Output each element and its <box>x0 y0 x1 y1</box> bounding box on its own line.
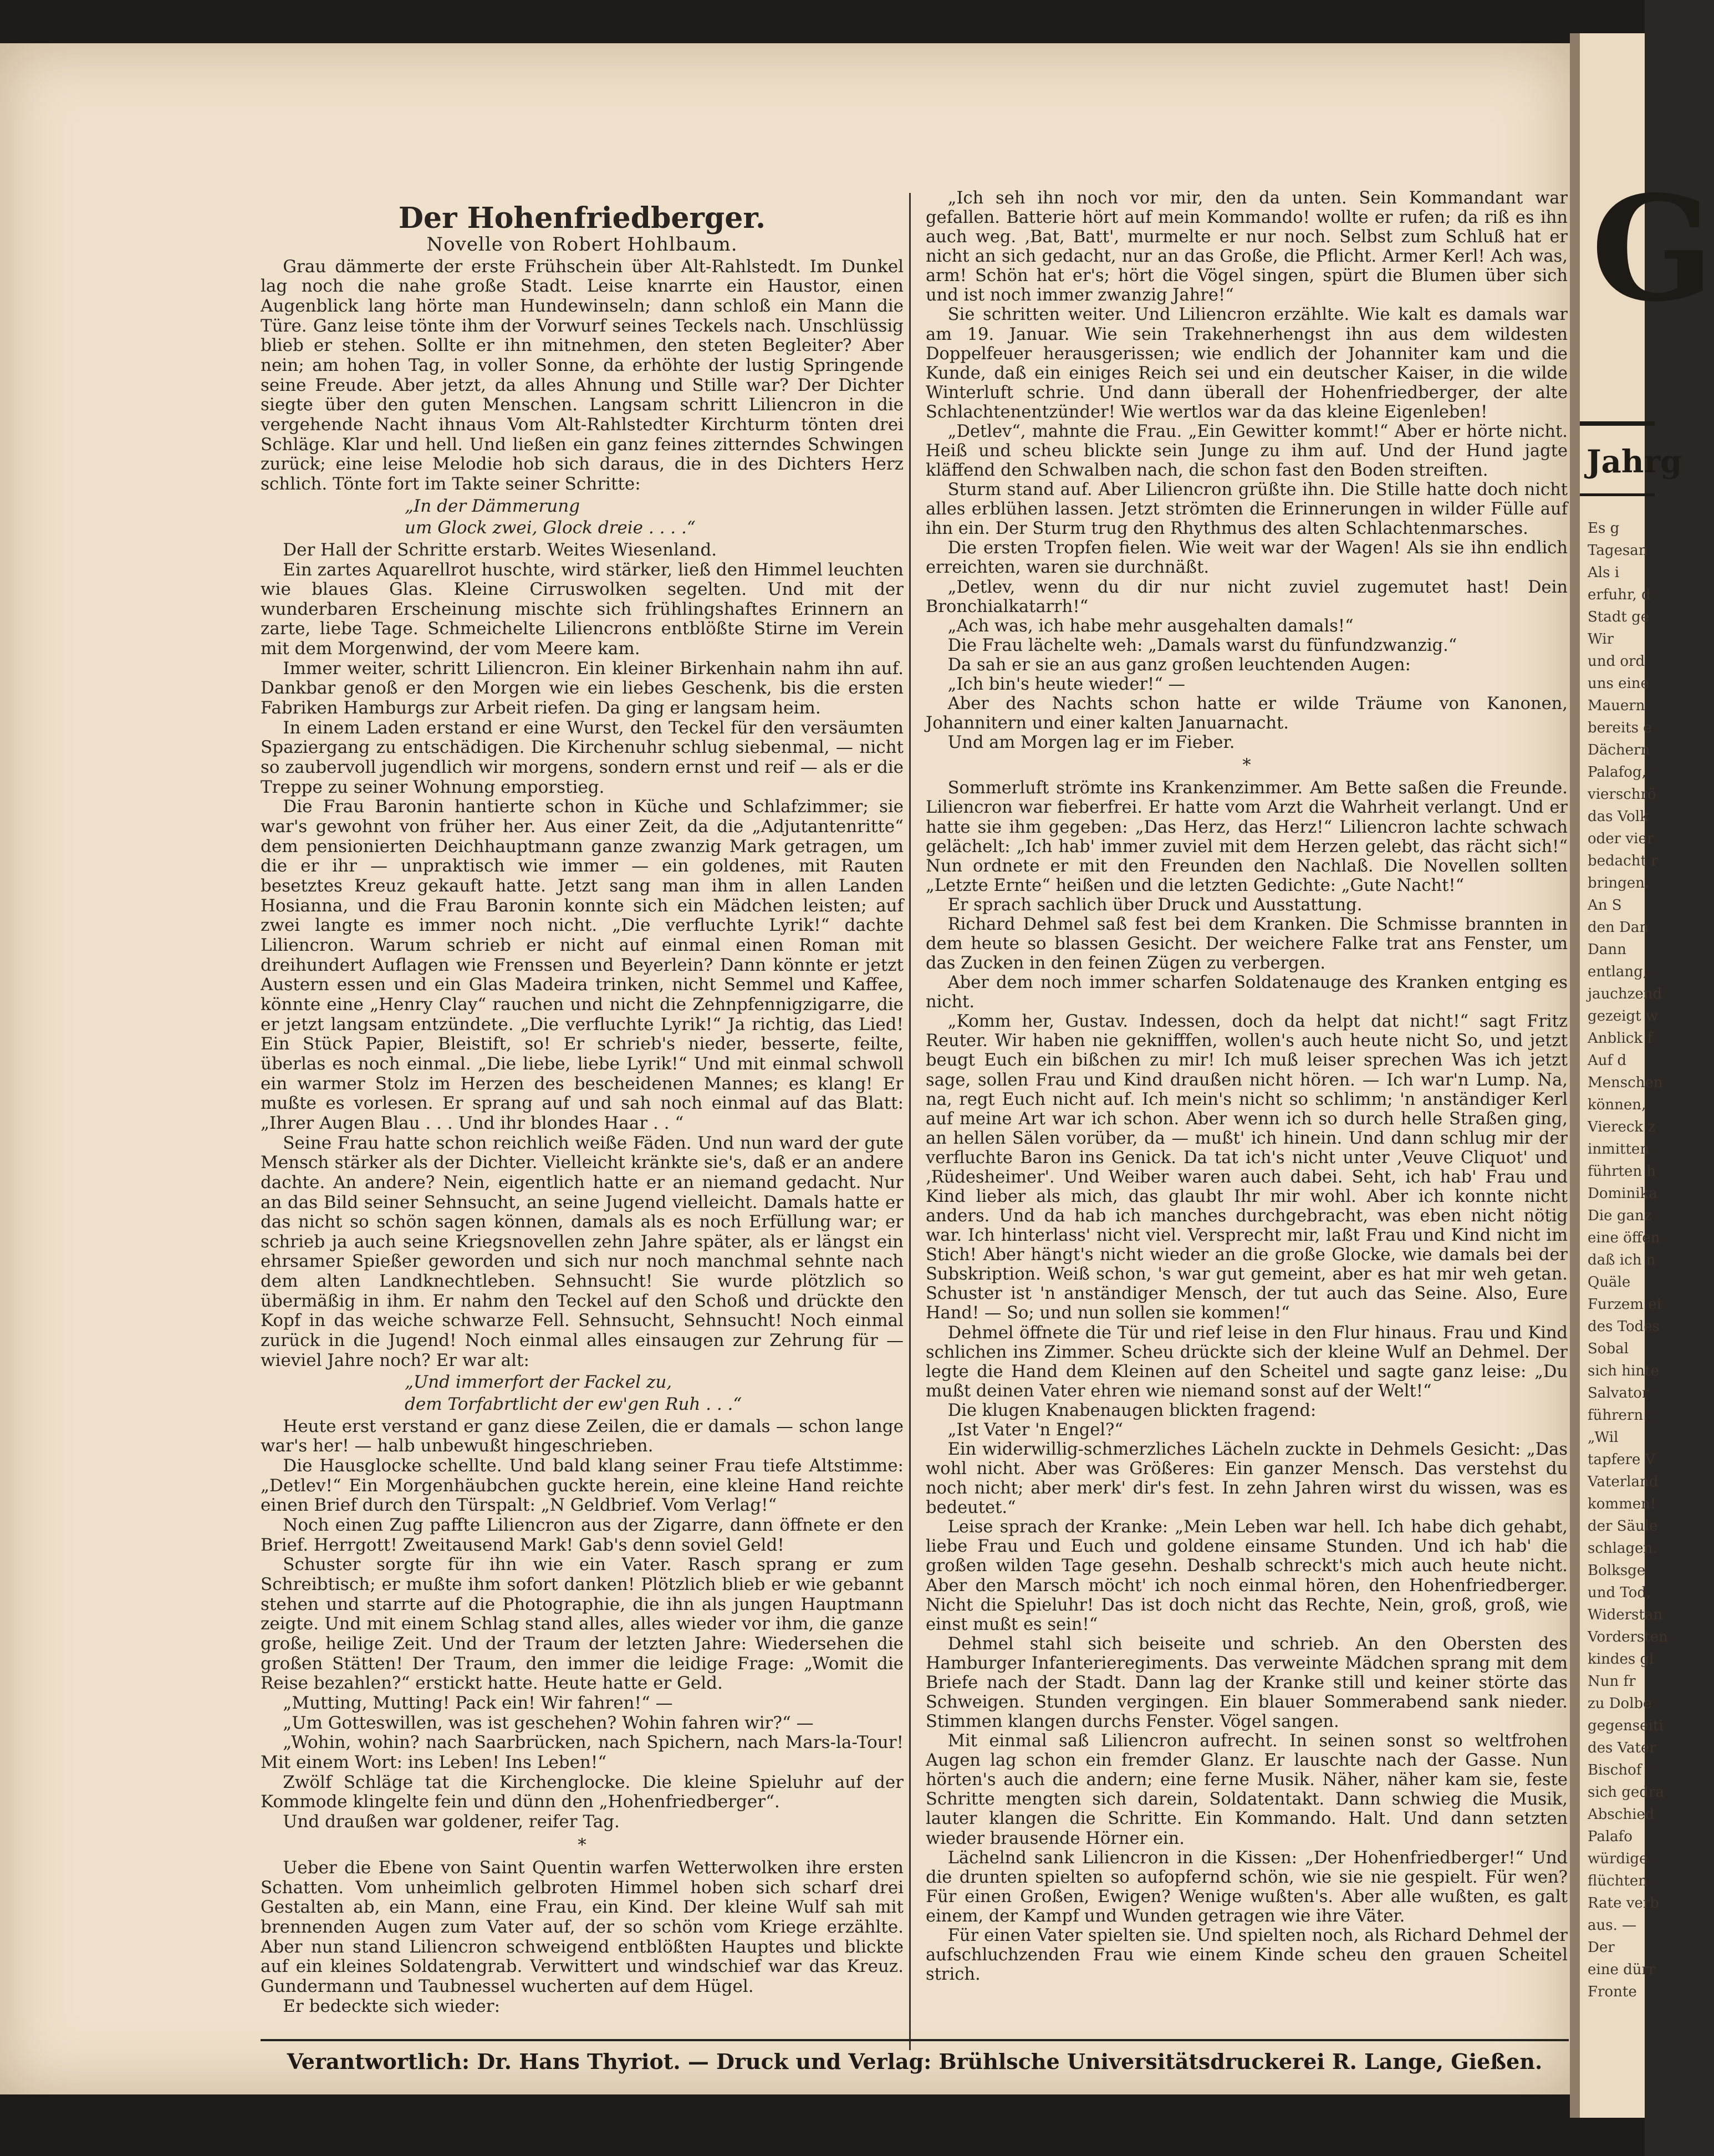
newspaper-page <box>0 43 1570 2094</box>
adjacent-text-fragment: „Wil <box>1588 1429 1619 1446</box>
adjacent-text-fragment: Vaterland <box>1588 1474 1659 1490</box>
adjacent-page-edge <box>1570 33 1714 2118</box>
paragraph: „Mutting, Mutting! Pack ein! Wir fahren!“ — <box>283 1693 673 1713</box>
paragraph: Ein zartes Aquarellrot huschte, wird stärker, ließ den Himmel leuchten wie blaues Glas. Kleine Cirruswolken segelten. Und mit der wunderbaren Erscheinung mischte sich frühlingshaftes Erinnern an zarte, liebe Tage. Schmeichelte Liliencrons entblößte Stirne im Verein mit dem Morgenwind, der vom Meere kam. <box>261 559 904 659</box>
article-right-column <box>926 188 1568 1984</box>
adjacent-text-fragment: gegenseiti <box>1588 1717 1664 1734</box>
adjacent-text-fragment: jauchzend <box>1588 986 1662 1002</box>
paragraph: Schuster sorgte für ihn wie ein Vater. Rasch sprang er zum Schreibtisch; er mußte ihm sofort danken! Plötzlich blieb er wie gebannt stehen und starrte auf die Photographie, die ihn als jungen Hauptmann zeigte. Und mit einem Schlag stand alles, alles wieder vor ihm, die ganze große, heilige Zeit. Und der Traum der letzten Jahre: Wiedersehen die großen Stätten! Der Traum, den immer die leidige Frage: „Womit die Reise bezahlen?“ erstickt hatte. Heute hatte er Geld. <box>261 1554 904 1694</box>
paragraph: „Ach was, ich habe mehr ausgehalten damals!“ <box>947 616 1354 636</box>
adjacent-text-fragment: Mauern <box>1588 697 1645 714</box>
adjacent-text-fragment: gezeigt w <box>1588 1008 1659 1025</box>
adjacent-text-fragment: würdige <box>1588 1851 1648 1867</box>
left-column-body <box>261 257 904 2017</box>
paragraph: Mit einmal saß Liliencron aufrecht. In seinen sonst so weltfrohen Augen lag schon ein fremder Glanz. Er lauschte nach der Gasse. Nun hörten's auch die andern; eine ferne Musik. Näher, näher kam sie, feste Schritte mengten sich darein, Soldatentakt. Dann schwieg die Musik, lauter klangen die Schritte. Ein Kommando. Halt. Und dann setzten wieder brausende Hörner ein. <box>926 1731 1568 1848</box>
adjacent-text-fragment: flüchten <box>1588 1873 1647 1889</box>
paragraph: Dehmel öffnete die Tür und rief leise in den Flur hinaus. Frau und Kind schlichen ins Zimmer. Scheu drückte sich der kleine Wulf an Dehmel. Der legte die Hand dem Kleinen auf den Scheitel und sagte ganz leise: „Du mußt deinen Vater ehren wie niemand sonst auf der Welt!“ <box>926 1323 1568 1401</box>
paragraph: Sturm stand auf. Aber Liliencron grüßte ihn. Die Stille hatte doch nicht alles erblühen lassen. Jetzt strömten die Erinnerungen in wilder Fülle auf ihn ein. Der Sturm trug den Rhythmus des alten Schlachtenmarsches. <box>926 480 1568 539</box>
paragraph: „Detlev, wenn du dir nur nicht zuviel zugemutet hast! Dein Bronchialkatarrh!“ <box>926 577 1568 616</box>
paragraph: „Um Gotteswillen, was ist geschehen? Wohin fahren wir?“ — <box>283 1712 814 1733</box>
paragraph: Die Frau Baronin hantierte schon in Küche und Schlafzimmer; sie war's gewohnt von früher her. Aus einer Zeit, da die „Adjutantenritte“ dem pensionierten Deichhauptmann ganze zwanzig Mark getragen, um die er ihr — unpraktisch wie immer — ein goldenes, mit Rauten besetztes Kreuz gekauft hatte. Jetzt sang man ihm in allen Landen Hosianna, und die Frau Baronin konnte sich ein Mädchen leisten; auf zwei langte es immer noch nicht. „Die verfluchte Lyrik!“ dachte Liliencron. Warum schrieb er nicht auf einmal einen Roman mit dreihundert Auflagen wie Frenssen und Beyerlein? Dann könnte er jetzt Austern essen und ein Glas Madeira trinken, nicht Semmel und Kaffee, könnte eine „Henry Clay“ rauchen und nicht die Zehnpfennigzigarre, die er jetzt langsam entzündete. „Die verfluchte Lyrik!“ Ja richtig, das Lied! Ein Stück Papier, Bleistift, so! Er schrieb's nieder, besserte, feilte, überlas es noch einmal. „Die liebe, liebe Lyrik!“ Und mit einmal schwoll ein warmer Stolz im Herzen des bescheidenen Mannes; es klang! Er mußte es vorlesen. Er sprang auf und sah noch einmal auf das Blatt: „Ihrer Augen Blau . . . Und ihr blondes Haar . . “ <box>261 797 904 1133</box>
adjacent-text-fragment: Stadt ge <box>1588 609 1650 625</box>
paragraph: In einem Laden erstand er eine Wurst, den Teckel für den versäumten Spaziergang zu entschädigen. Die Kirchenuhr schlug siebenmal, — nicht so zaubervoll jugendlich wir morgens, sondern ernst und reif — als er die Treppe zu seiner Wohnung emporstieg. <box>261 717 904 797</box>
adjacent-text-fragment: uns eine <box>1588 675 1649 692</box>
adjacent-text-fragment: An S <box>1588 897 1622 914</box>
paragraph: „Komm her, Gustav. Indessen, doch da helpt dat nicht!“ sagt Fritz Reuter. Wir haben nie geknifffen, wollen's auch heute nicht So, und jetzt beugt Euch ein bißchen zu mir! Ich muß leiser sprechen Was ich jetzt sage, sollen Frau und Kind draußen nicht hören. — Ich war'n Lump. Na, na, regt Euch nicht auf. Ich mein's nicht so schlimm; 'n anständiger Kerl auf meine Art war ich schon. Aber wenn ich so durch helle Straßen ging, an hellen Sälen vorüber, da — mußt' ich hinein. Und dann schlug mir der verfluchte Baron ins Genick. Da tat ich's nicht unter ‚Veuve Cliquot' und ‚Rüdesheimer'. Und Weiber waren auch dabei. Seht, ich hab' Frau und Kind lieber als mich, das glaubt Ihr mir wohl. Aber ich konnte nicht anders. Und da hab ich manches durchgebracht, was eben nicht nötig war. Ich hinterlass' nicht viel. Versprecht mir, laßt Frau und Kind nicht im Stich! Aber hängt's nicht wieder an die große Glocke, wie damals bei der Subskription. Weiß schon, 's war gut gemeint, aber es hat mir weh getan. Schuster ist 'n anständiger Mensch, der tut auch das Seine. Also, Eure Hand! — So; und nun sollen sie kommen!“ <box>926 1012 1568 1323</box>
paragraph: Die klugen Knabenaugen blickten fragend: <box>947 1400 1317 1420</box>
paragraph: Da sah er sie an aus ganz großen leuchtenden Augen: <box>947 655 1411 675</box>
adjacent-text-fragment: und Tod, <box>1588 1584 1651 1601</box>
adjacent-text-fragment: Vordersten <box>1588 1629 1668 1645</box>
imprint-line: Verantwortlich: Dr. Hans Thyriot. — Druck und Verlag: Brühlsche Universitätsdruckerei R. Lange, Gießen. <box>287 2049 1543 2074</box>
section-separator: * <box>578 1834 586 1855</box>
paragraph: Lächelnd sank Liliencron in die Kissen: „Der Hohenfriedberger!“ Und die drunten spielten so aufopfernd schön, wie sie nie gespielt. Für wen? Für einen Großen, Ewigen? Wenige wußten's. Aber alle wußten, es galt einem, der Kampf und Wunden getragen wie ihre Väter. <box>926 1848 1568 1926</box>
paragraph: Leise sprach der Kranke: „Mein Leben war hell. Ich habe dich gehabt, liebe Frau und Euch und goldene einsame Stunden. Und ich hab' die großen wilden Tage gesehn. Deshalb schreckt's mich auch heute nicht. Aber den Marsch möcht' ich noch einmal hören, den Hohenfriedberger. Nicht die Spieluhr! Das ist doch nicht das Rechte, Nein, groß, groß, wie einst mußt es sein!“ <box>926 1517 1568 1634</box>
paragraph: „Ich seh ihn noch vor mir, den da unten. Sein Kommandant war gefallen. Batterie hört auf mein Kommando! wollte er rufen; da riß es ihn auch weg. ‚Bat, Batt', murmelte er nur noch. Selbst zum Schluß hat er nicht an sich gedacht, nur an das Große, die Pflicht. Armer Kerl! Ach was, arm! Schön hat er's; hört die Vögel singen, spürt die Blumen über sich und ist noch immer zwanzig Jahre!“ <box>926 188 1568 305</box>
adjacent-text-fragment: sich hinte <box>1588 1363 1659 1379</box>
adjacent-text-fragment: Dächern <box>1588 742 1650 758</box>
adjacent-text-fragment: Dann <box>1588 941 1626 958</box>
adjacent-masthead-letter: G <box>1591 165 1714 334</box>
article-left-column <box>261 198 904 2016</box>
adjacent-text-fragment: Menschen <box>1588 1074 1663 1091</box>
adjacent-text-fragment: Als i <box>1588 564 1620 581</box>
adjacent-text-fragment: den Dan <box>1588 919 1649 936</box>
paragraph: „Wohin, wohin? nach Saarbrücken, nach Spichern, nach Mars-la-Tour! Mit einem Wort: ins Leben! Ins Leben!“ <box>261 1732 904 1772</box>
adjacent-text-fragment: Fronte <box>1588 1984 1637 2000</box>
adjacent-text-fragment: das Volk <box>1588 808 1649 825</box>
paragraph: Aber dem noch immer scharfen Soldatenauge des Kranken entging es nicht. <box>926 973 1568 1012</box>
adjacent-text-fragment: Anblick f <box>1588 1030 1652 1047</box>
adjacent-text-fragment: kommen! <box>1588 1496 1656 1512</box>
adjacent-text-fragment: Furzem ei <box>1588 1296 1661 1313</box>
paragraph: Die ersten Tropfen fielen. Wie weit war der Wagen! Als sie ihn endlich erreichten, waren sie durchnäßt. <box>926 538 1568 578</box>
paragraph: Grau dämmerte der erste Frühschein über Alt-Rahlstedt. Im Dunkel lag noch die nahe große Stadt. Leise knarrte ein Haustor, einen Augenblick lang hörte man Hundewinseln; dann schloß ein Mann die Türe. Ganz leise tönte ihm der Vorwurf seines Teckels nach. Unschlüssig blieb er stehen. Sollte er ihn mitnehmen, den steten Begleiter? Aber nein; am hohen Tag, in voller Sonne, da erhöhte der lustig Springende seine Freude. Aber jetzt, da alles Ahnung und Stille war? Der Dichter siegte über den guten Menschen. Langsam schritt Liliencron in die vergehende Nacht ihnaus Vom Alt-Rahlstedter Kirchturm tönten drei Schläge. Klar und hell. Und ließen ein ganz feines zitterndes Schwingen zurück; eine leise Melodie hob sich daraus, die in des Dichters Herz schlich. Tönte fort im Takte seiner Schritte: <box>261 256 904 494</box>
adjacent-text-fragment: der Säule <box>1588 1518 1658 1535</box>
adjacent-text-fragment: Bischof <box>1588 1762 1642 1778</box>
verse-line: um Glock zwei, Glock dreie . . . .“ <box>405 518 696 538</box>
adjacent-text-fragment: Nun fr <box>1588 1673 1636 1690</box>
paragraph: Und am Morgen lag er im Fieber. <box>947 733 1235 753</box>
verse-line: „In der Dämmerung <box>405 496 580 516</box>
adjacent-heading: Jahrg <box>1587 444 1682 480</box>
adjacent-text-fragment: eine öffen <box>1588 1230 1660 1246</box>
adjacent-text-fragment: bereits e <box>1588 720 1652 736</box>
adjacent-text-fragment: zu Dolbe <box>1588 1695 1652 1712</box>
paragraph: Dehmel stahl sich beiseite und schrieb. An den Obersten des Hamburger Infanterieregiments. Das verweinte Mädchen sprang mit dem Briefe nach der Stadt. Dann lag der Kranke still und keiner störte das Schweigen. Stunden vergingen. Ein blauer Sommerabend sank nieder. Stimmen klangen durchs Fenster. Vögel sangen. <box>926 1634 1568 1732</box>
adjacent-text-fragment: vierschrö <box>1588 786 1656 803</box>
paragraph: Zwölf Schläge tat die Kirchenglocke. Die kleine Spieluhr auf der Kommode klingelte fein und dünn den „Hohenfriedberger“. <box>261 1772 904 1812</box>
paragraph: Sie schritten weiter. Und Liliencron erzählte. Wie kalt es damals war am 19. Januar. Wie sein Trakehnerhengst ihn aus dem wildesten Doppelfeuer herausgerissen; wie endlich der Johanniter kam und die Kunde, daß ein einiges Reich sei und ein deutscher Kaiser, in die wilde Winterluft schrie. Und dann überall der Hohenfriedberger, der alte Schlachtenentzünder! Wie wertlos war da das kleine Eigenleben! <box>926 305 1568 422</box>
paragraph: Seine Frau hatte schon reichlich weiße Fäden. Und nun ward der gute Mensch stärker als der Dichter. Vielleicht kränkte sie's, daß er an andere dachte. An andere? Nein, eigentlich hatte er an niemand gedacht. Nur an das Bild seiner Sehnsucht, an seine Jugend vielleicht. Damals hatte er das nicht so schön sagen können, damals als es noch Erfüllung war; er schrieb ja auch seine Kriegsnovellen zehn Jahre später, als er längst ein ehrsamer Spießer geworden und sich nur noch manchmal sehnte nach dem alten Landknechtleben. Sehnsucht! Sie wurde plötzlich so übermäßig in ihm. Er nahm den Teckel auf den Schoß und drückte den Kopf in das weiche schwarze Fell. Sehnsucht, Sehnsucht! Noch einmal zurück in die Jugend! Noch einmal alles einsaugen zur Zehrung für — wieviel Jahre noch? Er war alt: <box>261 1133 904 1370</box>
adjacent-text-fragment: Die ganz <box>1588 1207 1652 1224</box>
paragraph: Er bedeckte sich wieder: <box>283 1996 501 2016</box>
paragraph: Die Hausglocke schellte. Und bald klang seiner Frau tiefe Altstimme: „Detlev!“ Ein Morgenhäubchen guckte herein, eine kleine Hand reichte einen Brief durch den Türspalt: „N Geldbrief. Vom Verlag!“ <box>261 1456 904 1516</box>
adjacent-text-fragment: Dominika <box>1588 1185 1657 1202</box>
right-column-body <box>926 188 1568 1984</box>
paragraph: Ein widerwillig-schmerzliches Lächeln zuckte in Dehmels Gesicht: „Das wohl nicht. Aber was Größeres: Ein ganzer Mensch. Das verstehst du noch nicht; aber merk' dir's fest. In zehn Jahren wirst du wissen, was es bedeutet.“ <box>926 1440 1568 1518</box>
paragraph: Aber des Nachts schon hatte er wilde Träume von Kanonen, Johannitern und einer kalten Januarnacht. <box>926 694 1568 733</box>
adjacent-text-fragment: führern. <box>1588 1407 1648 1424</box>
adjacent-text-fragment: tapfere V <box>1588 1451 1656 1468</box>
adjacent-text-fragment: und ord <box>1588 653 1645 670</box>
column-divider <box>909 193 911 2050</box>
adjacent-text-fragment: erfuhr, d <box>1588 587 1651 603</box>
paragraph: Heute erst verstand er ganz diese Zeilen, die er damals — schon lange war's her! — halb unbewußt hingeschrieben. <box>261 1416 904 1456</box>
adjacent-text-fragment: führten h <box>1588 1163 1656 1180</box>
adjacent-text-fragment: bedacht r <box>1588 853 1658 869</box>
adjacent-text-fragment: Widerstan <box>1588 1607 1663 1623</box>
adjacent-text-fragment: können, <box>1588 1097 1646 1113</box>
paragraph: Immer weiter, schritt Liliencron. Ein kleiner Birkenhain nahm ihn auf. Dankbar genoß er den Morgen wie ein liebes Geschenk, bis die ersten Fabriken Hamburgs zur Arbeit riefen. Da ging er langsam heim. <box>261 658 904 718</box>
paragraph: Der Hall der Schritte erstarb. Weites Wiesenland. <box>283 539 717 560</box>
adjacent-text-fragment: Quäle <box>1588 1274 1631 1291</box>
paragraph: Und draußen war goldener, reifer Tag. <box>283 1811 620 1832</box>
adjacent-text-fragment: des Todes <box>1588 1318 1660 1335</box>
adjacent-text-fragment: Auf d <box>1588 1052 1627 1069</box>
paragraph: „Ist Vater 'n Engel?“ <box>947 1420 1123 1440</box>
adjacent-text-fragment: inmitten <box>1588 1141 1650 1158</box>
verse-line: „Und immerfort der Fackel zu, <box>405 1372 672 1393</box>
adjacent-text-fragment: Palafo <box>1588 1828 1633 1845</box>
paragraph: „Detlev“, mahnte die Frau. „Ein Gewitter kommt!“ Aber er hörte nicht. Heiß und scheu blickte sein Junge zu ihm auf. Und der Hund jagte kläffend den Schwalben nach, die schon fast den Boden streiften. <box>926 421 1568 481</box>
adjacent-text-fragment: Sobal <box>1588 1341 1629 1357</box>
paragraph: Sommerluft strömte ins Krankenzimmer. Am Bette saßen die Freunde. Liliencron war fieberfrei. Er hatte vom Arzt die Wahrheit verlangt. Und er hatte sie ihm gegeben: „Das Herz, das Herz!“ Liliencron lachte schwach gelächelt: „Ich hab' immer zuviel mit dem Herzen gelebt, das rächt sich!“ Nun ordnete er mit den Freunden den Nachlaß. Die Novellen sollten „Letzte Ernte“ heißen und die letzten Gedichte: „Gute Nacht!“ <box>926 778 1568 895</box>
adjacent-text-fragment: Tagesan <box>1588 542 1648 559</box>
paragraph: Ueber die Ebene von Saint Quentin warfen Wetterwolken ihre ersten Schatten. Vom unheimlich gelbroten Himmel hoben sich scharf drei Gestalten ab, ein Mann, eine Frau, ein Kind. Der kleine Wulf sah mit brennenden Augen zum Vater auf, der so schön vom Kriege erzählte. Aber nun stand Liliencron schweigend entblößten Hauptes und blickte auf ein kleines Soldatengrab. Verwittert und windschief war das Kreuz. Gundermann und Taubnessel wucherten auf dem Hügel. <box>261 1858 904 1997</box>
paragraph: Für einen Vater spielten sie. Und spielten noch, als Richard Dehmel der aufschluchzenden Frau wie einem Kinde scheu den grauen Scheitel strich. <box>926 1925 1568 1985</box>
adjacent-text-fragment: Der <box>1588 1939 1615 1956</box>
article-title: Der Hohenfriedberger. <box>398 201 766 235</box>
adjacent-text-fragment: daß ich n <box>1588 1252 1656 1268</box>
adjacent-rule-2 <box>1580 493 1655 496</box>
adjacent-text-fragment: Bolksge <box>1588 1562 1646 1579</box>
section-separator: * <box>1242 756 1251 776</box>
adjacent-text-fragment: Es g <box>1588 520 1620 537</box>
adjacent-text-fragment: eine dürr <box>1588 1961 1656 1978</box>
adjacent-text-fragment: sich gedra <box>1588 1784 1664 1801</box>
paragraph: Er sprach sachlich über Druck und Ausstattung. <box>947 895 1363 915</box>
paragraph: „Ich bin's heute wieder!“ — <box>947 674 1186 694</box>
adjacent-text-fragment: oder vier <box>1588 830 1654 847</box>
adjacent-text-fragment: kindes gl <box>1588 1651 1654 1668</box>
adjacent-text-fragment: des Vater <box>1588 1740 1656 1756</box>
adjacent-text-fragment: schlagen. <box>1588 1540 1657 1557</box>
adjacent-text-fragment: Salvator <box>1588 1385 1649 1401</box>
paragraph: Die Frau lächelte weh: „Damals warst du fünfundzwanzig.“ <box>947 635 1457 655</box>
footer-rule <box>261 2039 1569 2041</box>
adjacent-text-fragment: Viereck z <box>1588 1119 1656 1135</box>
adjacent-text-fragment: Palafog, <box>1588 764 1646 781</box>
adjacent-text-fragment: Abschied <box>1588 1806 1655 1823</box>
paragraph: Noch einen Zug paffte Liliencron aus der Zigarre, dann öffnete er den Brief. Herrgott! Zweitausend Mark! Gab's denn soviel Geld! <box>261 1515 904 1555</box>
adjacent-text-fragment: Wir <box>1588 631 1614 648</box>
adjacent-text-fragment: Rate verb <box>1588 1895 1659 1912</box>
adjacent-text-fragment: bringen. <box>1588 875 1650 891</box>
adjacent-rule <box>1580 421 1655 426</box>
verse-line: dem Torfabrtlicht der ew'gen Ruh . . .“ <box>405 1394 742 1415</box>
paragraph: Richard Dehmel saß fest bei dem Kranken. Die Schmisse brannten in dem heute so blassen Gesicht. Der weichere Falke trat ans Fenster, um das Zucken in den feinen Zügen zu verbergen. <box>926 914 1568 973</box>
adjacent-text-fragment: aus. — <box>1588 1917 1637 1934</box>
article-byline: Novelle von Robert Hohlbaum. <box>426 233 738 256</box>
adjacent-text-fragment: entlang, <box>1588 964 1648 980</box>
